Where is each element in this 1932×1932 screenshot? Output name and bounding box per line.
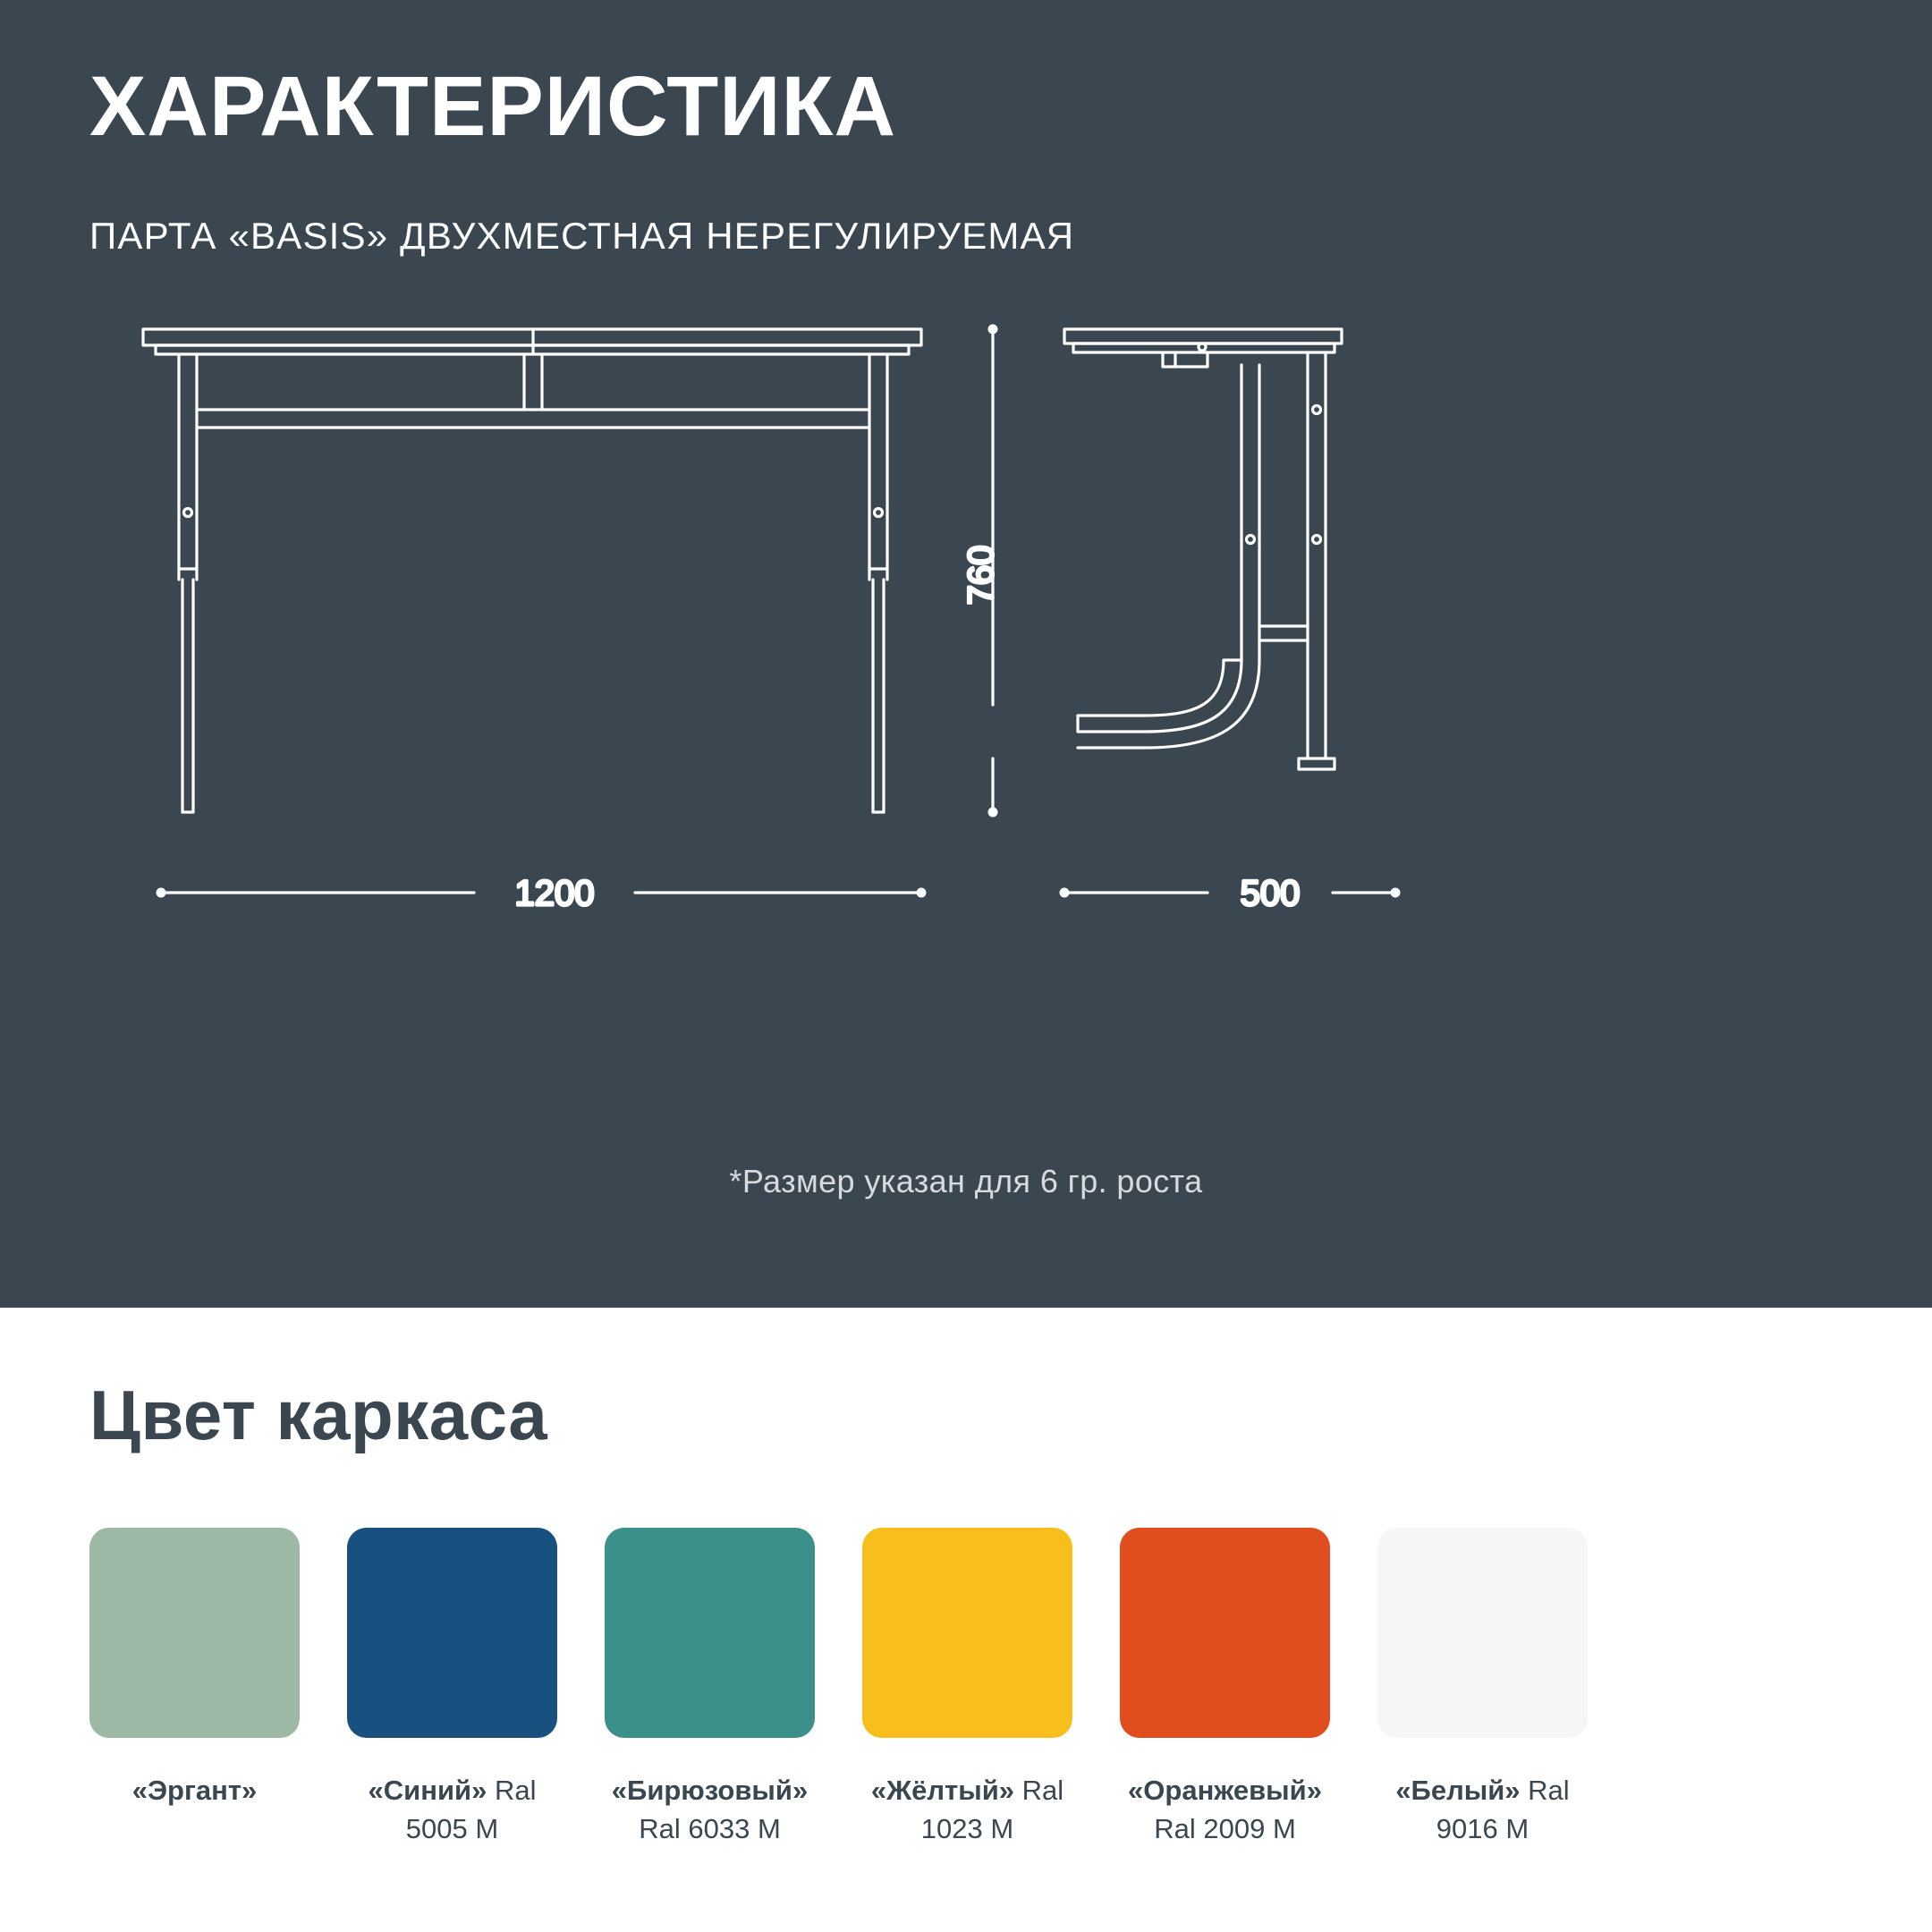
frame-color-section [0,1308,1932,1932]
color-swatch[interactable] [1377,1528,1588,1738]
color-name: «Оранжевый» [1128,1775,1322,1806]
frame-color-title: Цвет каркаса [89,1376,548,1454]
dimension-height-label: 760 [962,545,1001,606]
color-ral: Ral 6033 M [639,1812,781,1844]
color-ral: Ral 5005 M [405,1775,537,1844]
color-label [341,1772,564,1849]
dimension-depth-label: 500 [1240,873,1301,913]
color-name: «Бирюзовый» [611,1775,809,1806]
color-name: «Синий» [368,1775,487,1806]
front-view [143,329,921,812]
color-label [1114,1772,1337,1849]
color-option-yellow[interactable] [862,1528,1072,1849]
color-swatch[interactable] [1120,1528,1330,1738]
color-ral: Ral 9016 M [1436,1775,1570,1844]
color-ral: Ral 2009 M [1154,1812,1296,1844]
color-swatch[interactable] [347,1528,557,1738]
color-swatch-row [89,1528,1843,1849]
technical-drawing [89,311,1843,1116]
color-label [83,1772,307,1810]
color-option-blue[interactable] [347,1528,557,1849]
color-label [598,1772,822,1849]
side-view [1064,329,1342,769]
dimension-depth [1060,887,1401,897]
color-swatch[interactable] [862,1528,1072,1738]
desk-drawing-svg [89,311,1843,1116]
color-option-ergant[interactable] [89,1528,300,1849]
color-swatch[interactable] [89,1528,300,1738]
color-option-orange[interactable] [1120,1528,1330,1849]
color-name: «Жёлтый» [870,1775,1014,1806]
size-note: *Размер указан для 6 гр. роста [729,1163,1203,1199]
dimension-width-label: 1200 [514,873,595,913]
color-label [1371,1772,1595,1849]
color-name: «Белый» [1395,1775,1521,1806]
color-option-white[interactable] [1377,1528,1588,1849]
color-option-turquoise[interactable] [605,1528,815,1849]
page-title: ХАРАКТЕРИСТИКА [89,59,897,154]
product-subtitle: ПАРТА «BASIS» ДВУХМЕСТНАЯ НЕРЕГУЛИРУЕМАЯ [89,214,1075,257]
color-swatch[interactable] [605,1528,815,1738]
color-name: «Эргант» [131,1775,258,1806]
color-ral: Ral 1023 M [920,1775,1064,1844]
color-label [856,1772,1080,1849]
